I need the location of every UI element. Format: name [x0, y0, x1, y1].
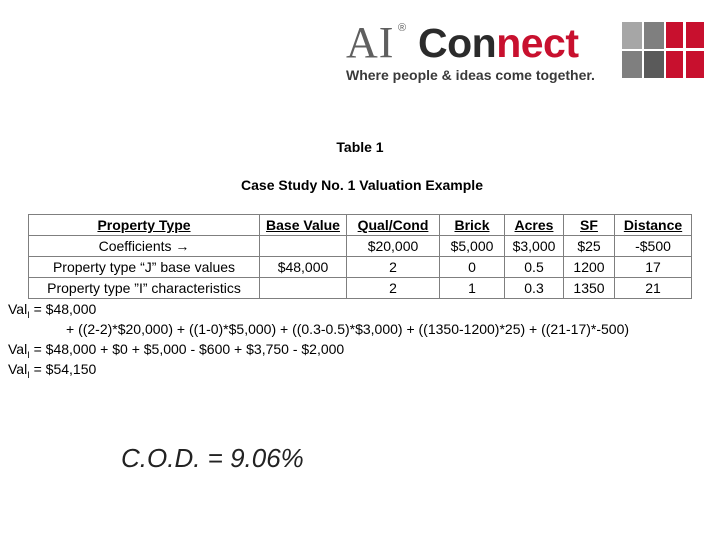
header-qual-cond: Qual/Cond — [347, 215, 440, 236]
header-distance: Distance — [615, 215, 692, 236]
table-cell: 21 — [615, 278, 692, 299]
table-row — [29, 257, 692, 278]
calc-label: Val — [8, 361, 28, 377]
calc-line-3 — [8, 341, 344, 360]
header-property-type: Property Type — [29, 215, 260, 236]
table-cell: Property type “J” base values — [29, 257, 260, 278]
logo-connect-text — [418, 20, 579, 66]
table-cell — [260, 278, 347, 299]
cod-result: C.O.D. = 9.06% — [121, 443, 304, 473]
header-base-value: Base Value — [260, 215, 347, 236]
table-cell: 0.3 — [505, 278, 564, 299]
header-acres: Acres — [505, 215, 564, 236]
calc-line-1 — [8, 301, 96, 320]
table-caption: Case Study No. 1 Valuation Example — [241, 177, 483, 193]
table-cell: Coefficients → — [29, 236, 260, 257]
table-cell: 2 — [347, 278, 440, 299]
table-cell — [260, 236, 347, 257]
calc-sub: I — [27, 309, 30, 320]
logo-registered-mark: ® — [398, 22, 407, 34]
calc-text: = $48,000 — [29, 301, 97, 317]
table-header-row — [29, 215, 692, 236]
table-row — [29, 236, 692, 257]
table-cell: $5,000 — [440, 236, 505, 257]
valuation-table — [28, 214, 692, 299]
calc-text: = $48,000 + $0 + $5,000 - $600 + $3,750 - $2,000 — [29, 341, 345, 357]
calc-sub: I — [27, 369, 30, 380]
calc-label: Val — [8, 341, 28, 357]
logo-con: Con — [418, 20, 497, 66]
ai-connect-logo — [346, 20, 706, 86]
calc-line-4 — [8, 361, 96, 380]
table-title: Table 1 — [336, 139, 384, 155]
table-cell: Property type ”I” characteristics — [29, 278, 260, 299]
calc-label: Val — [8, 301, 28, 317]
table-cell: $20,000 — [347, 236, 440, 257]
table-cell: $3,000 — [505, 236, 564, 257]
logo-tagline: Where people & ideas come together. — [346, 67, 595, 83]
table-cell: 17 — [615, 257, 692, 278]
table-cell: -$500 — [615, 236, 692, 257]
table-cell: $25 — [564, 236, 615, 257]
logo-nect: nect — [496, 20, 579, 66]
calc-sub: I — [27, 349, 30, 360]
calc-line-2 — [66, 321, 629, 337]
table-cell: 1 — [440, 278, 505, 299]
table-cell: $48,000 — [260, 257, 347, 278]
logo-ai-text: AI — [346, 18, 395, 67]
table-cell: 1200 — [564, 257, 615, 278]
table-row — [29, 278, 692, 299]
table-cell: 0.5 — [505, 257, 564, 278]
table-cell: 0 — [440, 257, 505, 278]
calc-text: + ((2-2)*$20,000) + ((1-0)*$5,000) + ((0.3-0.5)*$3,000) + ((1350-1200)*25) + ((21-17)*-500) — [66, 321, 630, 337]
header-sf: SF — [564, 215, 615, 236]
table-cell: 2 — [347, 257, 440, 278]
calc-text: = $54,150 — [29, 361, 97, 377]
header-brick: Brick — [440, 215, 505, 236]
table-cell: 1350 — [564, 278, 615, 299]
logo-squares-icon — [622, 22, 706, 80]
